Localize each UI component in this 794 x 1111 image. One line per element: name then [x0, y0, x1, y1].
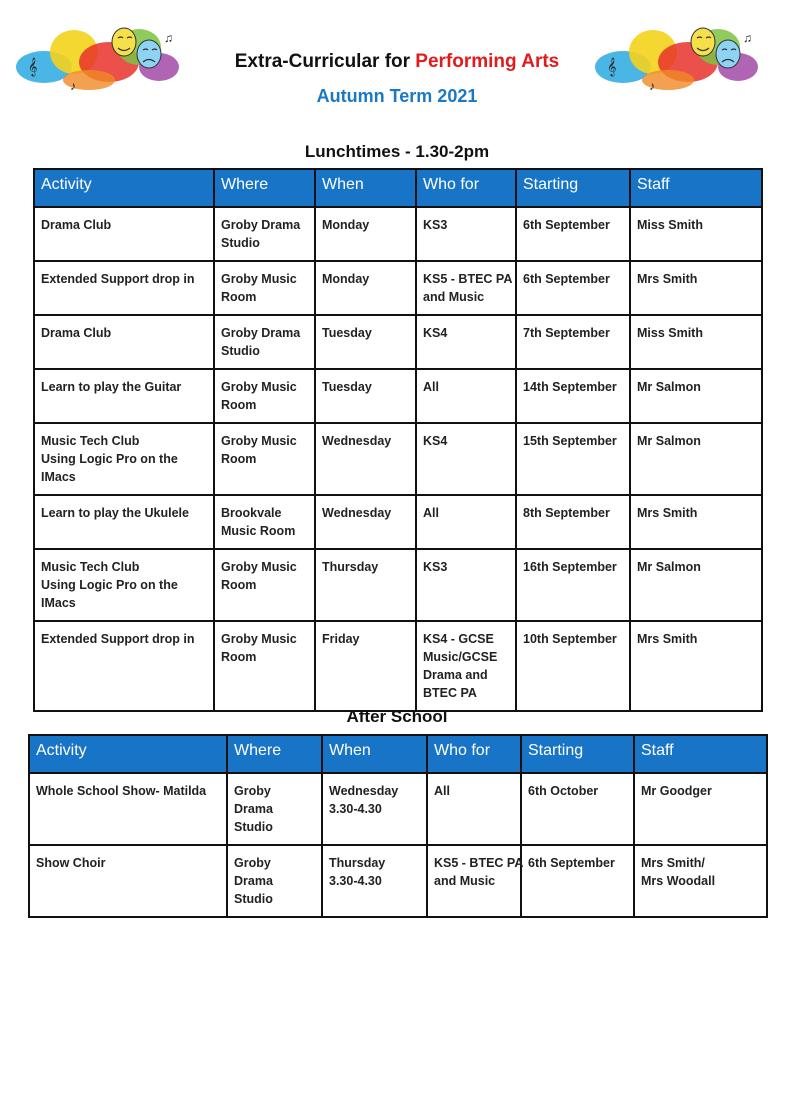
table-row [34, 621, 762, 711]
activity-cell [34, 207, 214, 261]
starting-cell [516, 369, 630, 423]
cell-line: Mrs Smith/ [641, 856, 705, 870]
starting-cell [516, 207, 630, 261]
cell-line: Mr Salmon [637, 560, 701, 574]
cell-line: Music Tech Club [41, 434, 140, 448]
cell-line: IMacs [41, 470, 76, 484]
activity-cell [34, 261, 214, 315]
cell-line: and Music [434, 874, 496, 888]
cell-line: Monday [322, 218, 370, 232]
staff-cell [630, 495, 762, 549]
cell-line: 15th September [523, 434, 617, 448]
staff-cell [630, 369, 762, 423]
cell-line: 7th September [523, 326, 610, 340]
where-cell [214, 369, 315, 423]
cell-line: 8th September [523, 506, 610, 520]
cell-line: Groby [234, 784, 271, 798]
who-for-cell [416, 315, 516, 369]
cell-line: Extended Support drop in [41, 272, 195, 286]
column-header-starting: Starting [516, 169, 630, 207]
table-row [34, 369, 762, 423]
cell-line: Drama [234, 802, 273, 816]
starting-cell [516, 423, 630, 495]
cell-line: Miss Smith [637, 326, 703, 340]
when-cell [315, 495, 416, 549]
cell-line: Using Logic Pro on the [41, 452, 178, 466]
cell-line: KS5 - BTEC PA [434, 856, 524, 870]
after-school-heading: After School [346, 707, 448, 726]
after-school-table [28, 734, 768, 918]
when-cell [315, 207, 416, 261]
svg-text:𝄞: 𝄞 [28, 59, 38, 76]
activity-cell [34, 549, 214, 621]
when-cell [315, 423, 416, 495]
cell-line: 3.30-4.30 [329, 874, 382, 888]
cell-line: Wednesday [329, 784, 399, 798]
cell-line: Music/GCSE [423, 650, 498, 664]
cell-line: Learn to play the Guitar [41, 380, 182, 394]
cell-line: KS3 [423, 560, 448, 574]
table-header-row [34, 169, 762, 207]
who-for-cell [416, 549, 516, 621]
svg-text:♪: ♪ [649, 79, 655, 93]
cell-line: Mr Salmon [637, 434, 701, 448]
where-cell [214, 423, 315, 495]
staff-cell [630, 207, 762, 261]
starting-cell [516, 495, 630, 549]
cell-line: Wednesday [322, 506, 392, 520]
activity-cell [34, 315, 214, 369]
when-cell [315, 369, 416, 423]
svg-text:♫: ♫ [743, 31, 752, 45]
who-for-cell [427, 773, 521, 845]
cell-line: Room [221, 290, 257, 304]
cell-line: Mrs Smith [637, 272, 698, 286]
page-subtitle: Autumn Term 2021 [316, 86, 478, 106]
cell-line: Room [221, 650, 257, 664]
table-row [34, 315, 762, 369]
page-header [0, 0, 794, 120]
table-row [29, 845, 767, 917]
cell-line: 10th September [523, 632, 617, 646]
svg-text:♪: ♪ [70, 79, 76, 93]
staff-cell [634, 845, 767, 917]
cell-line: Thursday [322, 560, 379, 574]
who-for-cell [416, 495, 516, 549]
who-for-cell [416, 621, 516, 711]
cell-line: KS4 [423, 326, 448, 340]
cell-line: Brookvale [221, 506, 282, 520]
staff-cell [630, 315, 762, 369]
svg-text:♫: ♫ [164, 31, 173, 45]
cell-line: Miss Smith [637, 218, 703, 232]
activity-cell [34, 369, 214, 423]
activity-cell [34, 423, 214, 495]
when-cell [315, 549, 416, 621]
cell-line: KS3 [423, 218, 448, 232]
cell-line: Tuesday [322, 380, 372, 394]
cell-line: Learn to play the Ukulele [41, 506, 189, 520]
cell-line: IMacs [41, 596, 76, 610]
starting-cell [516, 621, 630, 711]
cell-line: Using Logic Pro on the [41, 578, 178, 592]
cell-line: Groby Music [221, 434, 297, 448]
when-cell [315, 315, 416, 369]
starting-cell [516, 549, 630, 621]
table-header-row [29, 735, 767, 773]
lunchtimes-heading: Lunchtimes - 1.30-2pm [304, 142, 490, 161]
who-for-cell [416, 207, 516, 261]
cell-line: Drama Club [41, 326, 112, 340]
column-header-when: When [315, 169, 416, 207]
cell-line: 6th October [528, 784, 599, 798]
who-for-cell [416, 261, 516, 315]
who-for-cell [416, 369, 516, 423]
activity-cell [29, 773, 227, 845]
staff-cell [630, 549, 762, 621]
cell-line: KS5 - BTEC PA [423, 272, 513, 286]
cell-line: Extended Support drop in [41, 632, 195, 646]
when-cell [315, 621, 416, 711]
table-row [34, 549, 762, 621]
cell-line: BTEC PA [423, 686, 477, 700]
cell-line: Groby [234, 856, 271, 870]
where-cell [214, 315, 315, 369]
when-cell [315, 261, 416, 315]
staff-cell [634, 773, 767, 845]
cell-line: Drama and [423, 668, 488, 682]
table-row [34, 495, 762, 549]
cell-line: Groby Music [221, 560, 297, 574]
cell-line: Mrs Smith [637, 632, 698, 646]
cell-line: All [423, 506, 439, 520]
cell-line: 3.30-4.30 [329, 802, 382, 816]
column-header-activity: Activity [34, 169, 214, 207]
staff-cell [630, 423, 762, 495]
cell-line: Music Tech Club [41, 560, 140, 574]
cell-line: Studio [221, 344, 260, 358]
page-title [0, 51, 794, 73]
cell-line: Wednesday [322, 434, 392, 448]
cell-line: Drama Club [41, 218, 112, 232]
where-cell [227, 845, 322, 917]
staff-cell [630, 261, 762, 315]
cell-line: Monday [322, 272, 370, 286]
cell-line: KS4 [423, 434, 448, 448]
cell-line: Drama [234, 874, 273, 888]
cell-line: All [434, 784, 450, 798]
column-header-activity: Activity [29, 735, 227, 773]
cell-line: 6th September [523, 272, 610, 286]
cell-line: Thursday [329, 856, 386, 870]
column-header-staff: Staff [634, 735, 767, 773]
cell-line: All [423, 380, 439, 394]
svg-text:𝄞: 𝄞 [607, 59, 617, 76]
title-prefix: Extra-Curricular for [234, 51, 416, 72]
table-row [29, 773, 767, 845]
cell-line: 16th September [523, 560, 617, 574]
starting-cell [521, 773, 634, 845]
cell-line: Show Choir [36, 856, 106, 870]
cell-line: 6th September [528, 856, 615, 870]
lunchtimes-table [33, 168, 763, 712]
where-cell [214, 207, 315, 261]
starting-cell [516, 261, 630, 315]
cell-line: Friday [322, 632, 360, 646]
activity-cell [34, 621, 214, 711]
cell-line: Groby Music [221, 272, 297, 286]
cell-line: Mr Goodger [641, 784, 712, 798]
when-cell [322, 773, 427, 845]
column-header-when: When [322, 735, 427, 773]
cell-line: and Music [423, 290, 485, 304]
cell-line: Room [221, 398, 257, 412]
where-cell [227, 773, 322, 845]
starting-cell [521, 845, 634, 917]
column-header-who: Who for [416, 169, 516, 207]
cell-line: Tuesday [322, 326, 372, 340]
who-for-cell [427, 845, 524, 917]
cell-line: 14th September [523, 380, 617, 394]
title-accent: Performing Arts [415, 51, 560, 72]
cell-line: Room [221, 578, 257, 592]
where-cell [214, 495, 315, 549]
activity-cell [29, 845, 227, 917]
table-row [34, 423, 762, 495]
column-header-where: Where [227, 735, 322, 773]
column-header-where: Where [214, 169, 315, 207]
table-row [34, 261, 762, 315]
cell-line: Studio [234, 892, 273, 906]
who-for-cell [416, 423, 516, 495]
cell-line: Groby Music [221, 380, 297, 394]
cell-line: Room [221, 452, 257, 466]
cell-line: Whole School Show- Matilda [36, 784, 207, 798]
column-header-who: Who for [427, 735, 521, 773]
cell-line: Studio [221, 236, 260, 250]
cell-line: Music Room [221, 524, 296, 538]
table-row [34, 207, 762, 261]
column-header-staff: Staff [630, 169, 762, 207]
where-cell [214, 261, 315, 315]
cell-line: Groby Music [221, 632, 297, 646]
when-cell [322, 845, 427, 917]
where-cell [214, 549, 315, 621]
cell-line: Studio [234, 820, 273, 834]
where-cell [214, 621, 315, 711]
column-header-starting: Starting [521, 735, 634, 773]
staff-cell [630, 621, 762, 711]
cell-line: Mrs Woodall [641, 874, 716, 888]
cell-line: Mrs Smith [637, 506, 698, 520]
cell-line: KS4 - GCSE [423, 632, 494, 646]
cell-line: Groby Drama [221, 218, 301, 232]
activity-cell [34, 495, 214, 549]
cell-line: Groby Drama [221, 326, 301, 340]
starting-cell [516, 315, 630, 369]
cell-line: 6th September [523, 218, 610, 232]
cell-line: Mr Salmon [637, 380, 701, 394]
